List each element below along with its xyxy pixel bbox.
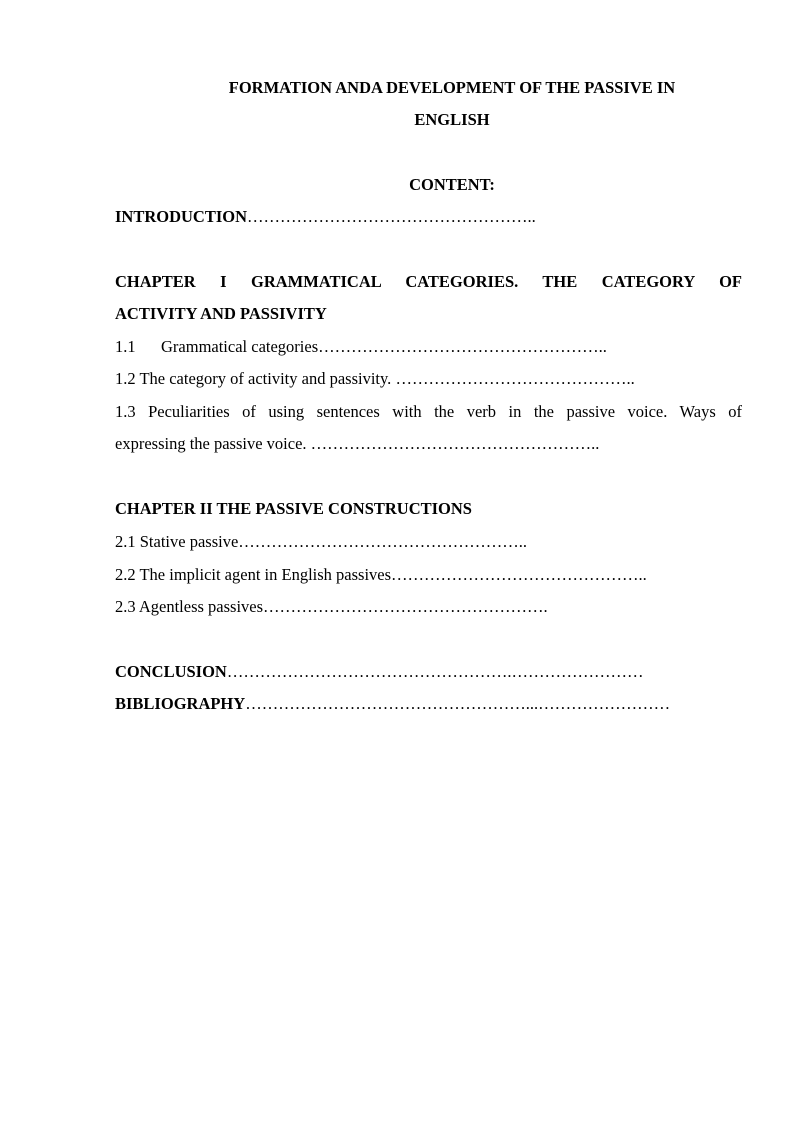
chapter1-heading-line1: CHAPTER I GRAMMATICAL CATEGORIES. THE CATEGORY OF bbox=[115, 272, 742, 291]
toc-1-3-text: expressing the passive voice. bbox=[115, 434, 311, 453]
toc-entry-1-3-line1: 1.3 Peculiarities of using sentences with the verb in the passive voice. Ways of bbox=[115, 402, 742, 421]
toc-2-3-leader: ……………………………………………. bbox=[263, 597, 548, 616]
toc-1-2-text: 1.2 The category of activity and passivity. bbox=[115, 369, 396, 388]
toc-entry-bibliography bbox=[115, 688, 742, 720]
toc-1-3-leader: …………………………………………….. bbox=[310, 434, 600, 453]
toc-introduction-label: INTRODUCTION bbox=[115, 207, 248, 226]
toc-entry-1-1 bbox=[115, 331, 742, 363]
toc-1-2-leader: …………………………………….. bbox=[395, 369, 635, 388]
toc-entry-conclusion bbox=[115, 656, 742, 688]
toc-entry-introduction bbox=[115, 201, 742, 233]
toc-entry-2-1 bbox=[115, 526, 742, 558]
toc-introduction-leader: …………………………………………….. bbox=[247, 207, 536, 226]
content-heading: CONTENT: bbox=[409, 175, 495, 194]
toc-bibliography-label: BIBLIOGRAPHY bbox=[115, 694, 246, 713]
chapter2-heading: CHAPTER II THE PASSIVE CONSTRUCTIONS bbox=[115, 499, 472, 518]
toc-1-1-leader: …………………………………………….. bbox=[318, 337, 607, 356]
toc-2-2-text: 2.2 The implicit agent in English passives bbox=[115, 565, 392, 584]
toc-2-2-leader: ……………………………………….. bbox=[391, 565, 647, 584]
toc-2-3-text: 2.3 Agentless passives bbox=[115, 597, 264, 616]
toc-conclusion-leader: …………………………………………….…………………… bbox=[226, 662, 644, 681]
toc-entry-2-2 bbox=[115, 559, 742, 591]
toc-1-1-number: 1.1 bbox=[115, 337, 136, 356]
toc-entry-1-3-line2 bbox=[115, 428, 742, 460]
toc-2-1-text: 2.1 Stative passive bbox=[115, 532, 239, 551]
document-title-line2: ENGLISH bbox=[414, 110, 490, 129]
toc-bibliography-leader: ……………………………………………...…………………… bbox=[245, 694, 671, 713]
toc-1-1-text: Grammatical categories bbox=[161, 337, 319, 356]
toc-entry-2-3 bbox=[115, 591, 742, 623]
chapter1-heading-line2: ACTIVITY AND PASSIVITY bbox=[115, 304, 327, 323]
document-title-line1: FORMATION ANDA DEVELOPMENT OF THE PASSIVE IN bbox=[228, 78, 676, 97]
toc-2-1-leader: …………………………………………….. bbox=[238, 532, 528, 551]
toc-entry-1-2 bbox=[115, 363, 742, 395]
toc-conclusion-label: CONCLUSION bbox=[115, 662, 227, 681]
